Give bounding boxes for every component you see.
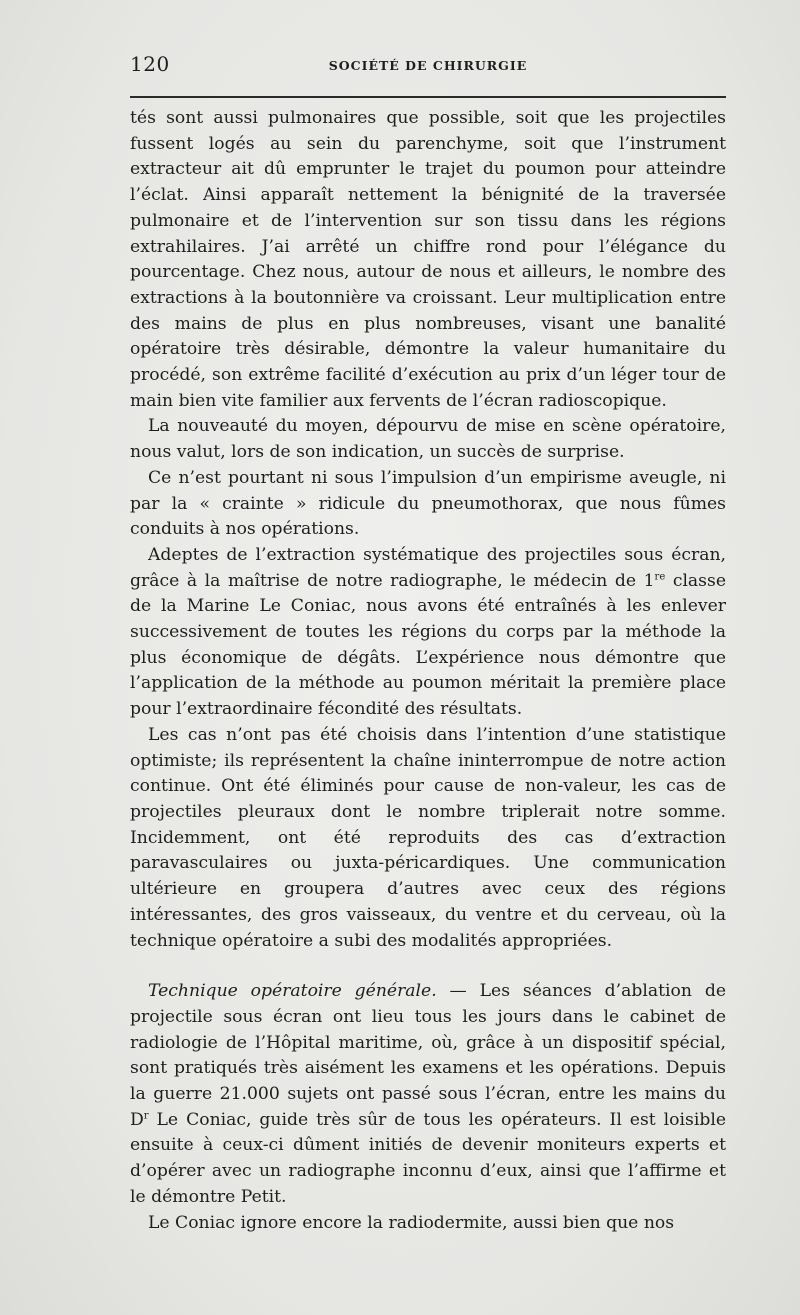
paragraph-4 [130,543,726,723]
ordinal-superscript: re [654,570,666,582]
paragraph-1: tés sont aussi pulmonaires que possible, soit que les projectiles fussent logés au sein du parenchyme, soit que l’instrument extracteur ait dû emprunter le trajet du poumon pour atteindre l’éclat. Ainsi apparaît nettement la bénignité de la traversée pulmonaire et de l’intervention sur son tissu dans les régions extrahilaires. J’ai arrêté un chiffre rond pour l’élégance du pourcentage. Chez nous, autour de nous et ailleurs, le nombre des extractions à la boutonnière va croissant. Leur multiplication entre des mains de plus en plus nombreuses, visant une banalité opératoire très désirable, démontre la valeur humanitaire du procédé, son extrême facilité d’exécution au prix d’un léger tour de main bien vite familier aux fervents de l’écran radioscopique. [130,108,726,411]
paragraph-7: Le Coniac ignore encore la radiodermite, aussi bien que nos [148,1212,675,1233]
paragraph-2: La nouveauté du moyen, dépourvu de mise en scène opératoire, nous valut, lors de son indication, un succès de surprise. [130,416,726,463]
page-number: 120 [130,52,170,76]
body-text [130,106,726,1236]
page-header [130,52,726,80]
paragraph-6-text-a: — Les séances d’ablation de projectile sous écran ont lieu tous les jours dans le cabinet de radiologie de l’Hôpital maritime, où, grâce à un dispositif spécial, sont pratiqués très aisément les examens et les opérations. Depuis la guerre 21.000 sujets ont passé sous l’écran, entre les mains du D [130,981,726,1130]
paragraph-4-text-b: classe de la Marine Le Coniac, nous avons été entraînés à les enlever successivement de toutes les régions du corps par la méthode la plus économique de dégâts. L’expérience nous démontre que l’application de la méthode au poumon méritait la première place pour l’extraordinaire fécondité des résultats. [130,570,726,720]
paragraph-6 [130,979,726,1210]
paragraph-6-text-b: Le Coniac, guide très sûr de tous les opérateurs. Il est loisible ensuite à ceux-ci dûment initiés de devenir moniteurs experts et d’opérer avec un radiographe inconnu d’eux, ainsi que l’affirme et le démontre Petit. [130,1109,726,1207]
header-rule [130,96,726,98]
doctor-superscript: r [143,1109,149,1121]
paragraph-4-text-a: Adeptes de l’extraction systématique des projectiles sous écran, grâce à la maîtrise de notre radiographe, le médecin de 1 [130,544,726,591]
paragraph-3: Ce n’est pourtant ni sous l’impulsion d’un empirisme aveugle, ni par la « crainte » ridicule du pneumothorax, que nous fûmes conduits à nos opérations. [130,467,726,540]
section-title: Technique opératoire générale. [148,981,437,1002]
running-title: SOCIÉTÉ DE CHIRURGIE [328,58,528,73]
paragraph-5: Les cas n’ont pas été choisis dans l’intention d’une statistique optimiste; ils représentent la chaîne ininterrompue de notre action continue. Ont été éliminés pour cause de non-valeur, les cas de projectiles pleuraux dont le nombre triplerait notre somme. Incidemment, ont été reproduits des cas d’extraction paravasculaires ou juxta-péricardiques. Une communication ultérieure en groupera d’autres avec ceux des régions intéressantes, des gros vaisseaux, du ventre et du cerveau, où la technique opératoire a subi des modalités appropriées. [130,724,726,951]
